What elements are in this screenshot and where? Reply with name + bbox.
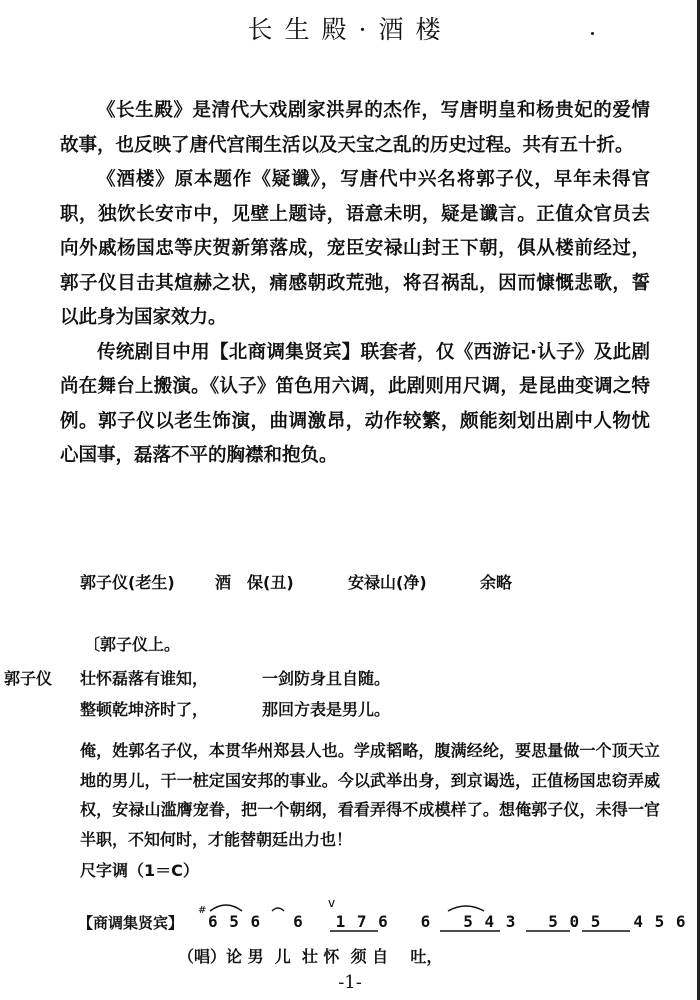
stage-direction: 〔郭子仪上。 — [84, 635, 181, 654]
fermata-mark — [272, 908, 284, 911]
verse-line-a: 壮怀磊落有谁知， — [80, 669, 209, 688]
slur-mark — [210, 905, 242, 911]
intro-paragraph: 《酒楼》原本题作《疑谶》，写唐代中兴名将郭子仪，早年未得官职，独饮长安市中，见壁上题诗，语意未明，疑是谶言。正值众官员去向外戚杨国忠等庆贺新第落成，宠臣安禄山封王下朝，俱从楼前经过，郭子仪目击其煊赫之状，痛感朝政荒弛，将召祸乱，因而慷慨悲歌，誓以此身为国家效力。 — [60, 169, 650, 328]
mode-label: 尺字调（1＝C） — [80, 861, 199, 880]
music-tune-label: 【商调集贤宾】 — [78, 914, 184, 932]
jianpu-notes: 6 5 6 6 1 7 6 6 5 4 3 5 0 5 4 5 6 — [208, 912, 687, 931]
speech-prose: 俺，姓郭名子仪，本贯华州郑县人也。学成韬略，腹满经纶，要思量做一个顶天立地的男儿，干一桩定国安邦的事业。今以武举出身，到京谒选，正值杨国忠窃弄威权，安禄山滥膺宠眷，把一个朝纲，看看弄得不成模样了。想俺郭子仪，未得一官半职，不知何时，才能替朝廷出力也！ — [80, 741, 660, 849]
intro-paragraph: 《长生殿》是清代大戏剧家洪昇的杰作，写唐明皇和杨贵妃的爱情故事，也反映了唐代宫闱生活以及天宝之乱的历史过程。共有五十折。 — [60, 100, 650, 156]
page-title: 长生殿·酒楼 — [247, 15, 453, 44]
cast-guo: 郭子仪(老生) — [80, 573, 175, 592]
introduction — [60, 94, 650, 474]
speaker-name: 郭子仪 — [4, 669, 53, 688]
breath-mark: v — [328, 896, 336, 910]
slur-mark — [448, 906, 484, 911]
cast-an: 安禄山(净) — [348, 573, 427, 592]
cast-jiubao: 酒 保(丑) — [215, 573, 294, 592]
intro-paragraph: 传统剧目中用【北商调集贤宾】联套者，仅《西游记·认子》及此剧尚在舞台上搬演。《认子》笛色用六调，此剧则用尺调，是昆曲变调之特例。郭子仪以老生饰演，曲调激昂，动作较繁，颇能刻划出剧中人物忧心国事，磊落不平的胸襟和抱负。 — [60, 341, 650, 466]
verse-line-a: 整顿乾坤济时了， — [80, 700, 209, 719]
lyrics-line: （唱）论 男 儿 壮 怀 须 自 吐， — [178, 947, 443, 966]
dot-mark — [591, 32, 594, 35]
verse-line-b: 那回方表是男儿。 — [262, 700, 391, 719]
verse-line-b: 一剑防身且自随。 — [262, 669, 391, 688]
cast-others: 余略 — [480, 573, 513, 592]
page-number: -1- — [338, 972, 362, 993]
grace-mark: # — [198, 905, 207, 916]
